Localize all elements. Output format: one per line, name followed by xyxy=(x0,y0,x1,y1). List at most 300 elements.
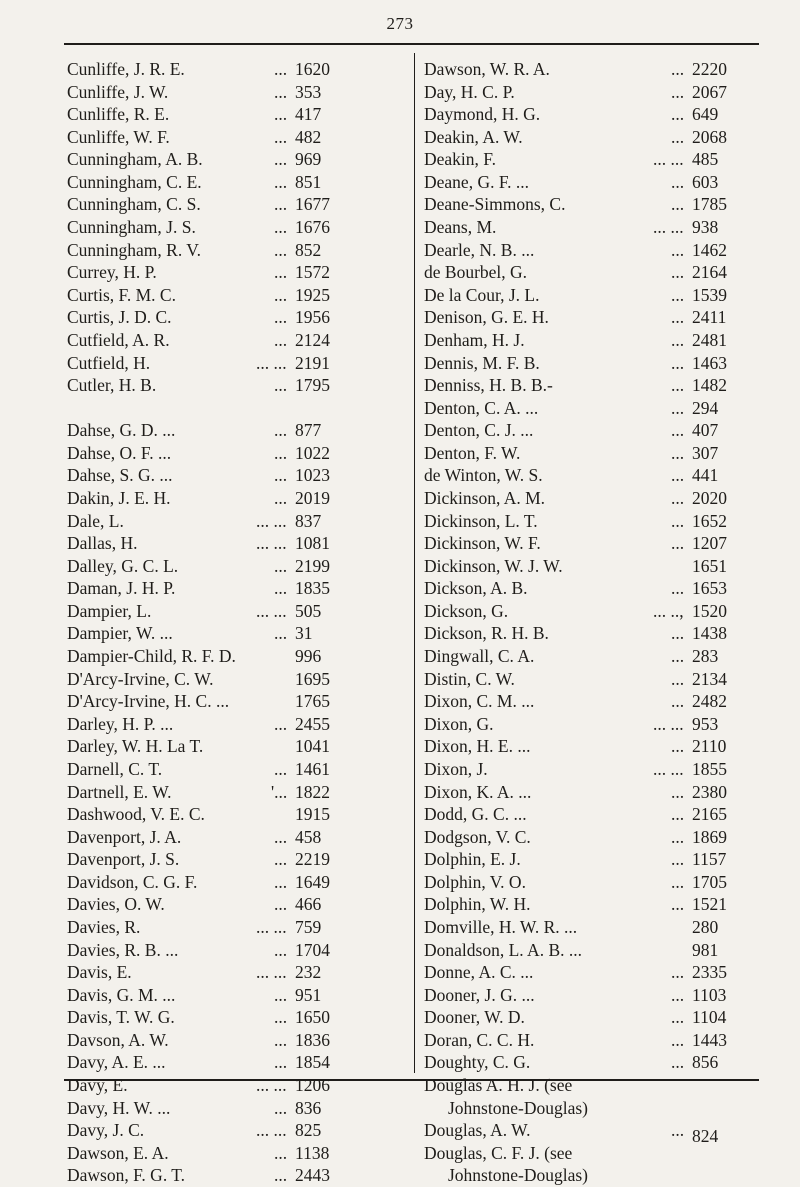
entry-leader-dots: ... xyxy=(671,81,685,102)
index-entry xyxy=(67,284,412,307)
index-entry xyxy=(424,848,762,871)
entry-name: Dawson, F. G. T. xyxy=(67,1165,186,1186)
entry-name: de Bourbel, G. xyxy=(424,262,528,283)
entry-name: Dallas, H. xyxy=(67,533,138,554)
entry-reference-number: 1041 xyxy=(295,736,330,757)
entry-reference-number: 2068 xyxy=(692,126,727,147)
entry-name: Dale, L. xyxy=(67,510,124,531)
entry-reference-number: 1650 xyxy=(295,1007,330,1028)
entry-reference-number: 1653 xyxy=(692,578,727,599)
entry-reference-number: 2110 xyxy=(692,736,727,757)
index-entry xyxy=(424,397,762,420)
index-entry xyxy=(67,464,412,487)
entry-name: Douglas, C. F. J. (see xyxy=(424,1142,573,1163)
index-entry xyxy=(67,893,412,916)
entry-name: D'Arcy-Irvine, H. C. ... xyxy=(67,691,230,712)
entry-name: Dooner, W. D. xyxy=(424,1007,525,1028)
entry-leader-dots: ... ... xyxy=(256,510,287,531)
entry-name: Donaldson, L. A. B. ... xyxy=(424,939,582,960)
entry-name: Donne, A. C. ... xyxy=(424,962,534,983)
index-entry xyxy=(424,126,762,149)
entry-leader-dots: ... xyxy=(274,487,288,508)
entry-name: Distin, C. W. xyxy=(424,668,515,689)
entry-name: Davies, R. B. ... xyxy=(67,939,179,960)
entry-reference-number: 2164 xyxy=(692,262,727,283)
entry-name: Denton, C. J. ... xyxy=(424,420,534,441)
entry-note: Johnstone-Douglas) xyxy=(448,1165,588,1186)
entry-leader-dots: ... xyxy=(274,1142,288,1163)
entry-leader-dots: ... xyxy=(274,871,288,892)
entry-name: Doran, C. C. H. xyxy=(424,1029,535,1050)
entry-name: Daymond, H. G. xyxy=(424,104,541,125)
index-entry xyxy=(424,261,762,284)
entry-reference-number: 2443 xyxy=(295,1165,330,1186)
index-entry xyxy=(424,826,762,849)
entry-reference-number: 856 xyxy=(692,1052,719,1073)
index-entry xyxy=(424,645,762,668)
entry-note: Johnstone-Douglas) xyxy=(448,1097,588,1118)
index-entry xyxy=(424,893,762,916)
entry-reference-number: 1103 xyxy=(692,984,727,1005)
entry-name: Dolphin, E. J. xyxy=(424,849,521,870)
entry-reference-number: 2019 xyxy=(295,487,330,508)
entry-reference-number: 2199 xyxy=(295,555,330,576)
index-entry xyxy=(67,713,412,736)
entry-reference-number: 441 xyxy=(692,465,719,486)
entry-leader-dots: ... xyxy=(274,1007,288,1028)
entry-reference-number: 1539 xyxy=(692,284,727,305)
entry-leader-dots: ... xyxy=(671,239,685,260)
index-entry xyxy=(67,171,412,194)
entry-reference-number: 1620 xyxy=(295,59,330,79)
index-entry xyxy=(424,622,762,645)
index-entry xyxy=(67,374,412,397)
entry-reference-number: 485 xyxy=(692,149,719,170)
entry-reference-number: 1520 xyxy=(692,600,727,621)
index-entry xyxy=(424,148,762,171)
entry-reference-number: 2134 xyxy=(692,668,727,689)
index-entry xyxy=(67,419,412,442)
entry-name: Dawson, W. R. A. xyxy=(424,59,550,79)
index-entry xyxy=(424,713,762,736)
index-entry xyxy=(67,600,412,623)
entry-leader-dots: ... ... xyxy=(653,149,684,170)
entry-name: Cunningham, A. B. xyxy=(67,149,203,170)
entry-name: Davy, A. E. ... xyxy=(67,1052,166,1073)
entry-leader-dots: ... xyxy=(671,533,685,554)
entry-reference-number: 1443 xyxy=(692,1029,727,1050)
entry-reference-number: 2067 xyxy=(692,81,727,102)
entry-reference-number: 2455 xyxy=(295,713,330,734)
entry-reference-number: 283 xyxy=(692,646,719,667)
entry-leader-dots: ... ... xyxy=(256,916,287,937)
entry-reference-number: 2335 xyxy=(692,962,727,983)
entry-leader-dots: ... xyxy=(274,194,288,215)
index-entry xyxy=(67,126,412,149)
entry-reference-number: 1695 xyxy=(295,668,330,689)
entry-reference-number: 1869 xyxy=(692,826,727,847)
entry-leader-dots: ... xyxy=(274,894,288,915)
entry-leader-dots: ... xyxy=(274,465,288,486)
entry-leader-dots: ... xyxy=(671,465,685,486)
entry-reference-number: 1795 xyxy=(295,375,330,396)
entry-leader-dots: ... xyxy=(671,578,685,599)
entry-reference-number: 1705 xyxy=(692,871,727,892)
index-entry xyxy=(424,961,762,984)
entry-leader-dots: ... xyxy=(274,713,288,734)
index-entry xyxy=(67,510,412,533)
entry-leader-dots: ... xyxy=(671,623,685,644)
entry-name: D'Arcy-Irvine, C. W. xyxy=(67,668,214,689)
entry-leader-dots: ... xyxy=(671,442,685,463)
entry-leader-dots: '... xyxy=(271,781,288,802)
entry-leader-dots: ... xyxy=(274,81,288,102)
entry-leader-dots: ... xyxy=(274,284,288,305)
entry-leader-dots: ... ... xyxy=(256,600,287,621)
entry-name: Dodgson, V. C. xyxy=(424,826,531,847)
entry-name: Deakin, A. W. xyxy=(424,126,523,147)
entry-leader-dots: ... xyxy=(274,939,288,960)
entry-reference-number: 280 xyxy=(692,916,719,937)
entry-leader-dots: ... xyxy=(671,1052,685,1073)
entry-leader-dots: ... xyxy=(671,1007,685,1028)
entry-leader-dots: ... xyxy=(671,397,685,418)
entry-reference-number: 1925 xyxy=(295,284,330,305)
index-entry xyxy=(67,216,412,239)
entry-reference-number: 1206 xyxy=(295,1075,330,1096)
entry-leader-dots: ... xyxy=(671,487,685,508)
index-entry xyxy=(424,871,762,894)
index-entry xyxy=(67,555,412,578)
index-entry xyxy=(424,239,762,262)
index-entry xyxy=(67,803,412,826)
entry-reference-number: 2481 xyxy=(692,329,727,350)
index-entry xyxy=(67,329,412,352)
index-entry xyxy=(67,1142,412,1165)
entry-name: Deane-Simmons, C. xyxy=(424,194,566,215)
entry-name: Douglas, A. W. xyxy=(424,1120,531,1141)
entry-reference-number: 1915 xyxy=(295,804,330,825)
index-entry xyxy=(424,58,762,81)
entry-reference-number: 1572 xyxy=(295,262,330,283)
entry-name: Dickinson, W. F. xyxy=(424,533,541,554)
entry-leader-dots: ... xyxy=(274,59,288,79)
entry-reference-number: 1765 xyxy=(295,691,330,712)
entry-name: Davy, H. W. ... xyxy=(67,1097,171,1118)
entry-reference-number: 1854 xyxy=(295,1052,330,1073)
entry-reference-number: 1023 xyxy=(295,465,330,486)
index-entry xyxy=(67,577,412,600)
entry-name: Dahse, O. F. ... xyxy=(67,442,172,463)
entry-reference-number: 825 xyxy=(295,1120,322,1141)
index-entry xyxy=(67,939,412,962)
index-entry xyxy=(67,397,412,420)
entry-leader-dots: ... xyxy=(671,352,685,373)
entry-reference-number: 649 xyxy=(692,104,719,125)
index-entry xyxy=(424,1029,762,1052)
entry-name: Cutfield, A. R. xyxy=(67,329,170,350)
entry-name: Dampier-Child, R. F. D. xyxy=(67,646,236,667)
entry-reference-number: 836 xyxy=(295,1097,322,1118)
index-entry xyxy=(424,103,762,126)
entry-name: Doughty, C. G. xyxy=(424,1052,531,1073)
entry-name: Darley, W. H. La T. xyxy=(67,736,204,757)
entry-leader-dots: ... xyxy=(274,984,288,1005)
entry-name: Dashwood, V. E. C. xyxy=(67,804,205,825)
index-entry xyxy=(424,1119,762,1147)
entry-leader-dots: ... xyxy=(671,871,685,892)
entry-leader-dots: ... xyxy=(274,104,288,125)
entry-leader-dots: ... xyxy=(274,578,288,599)
index-entry xyxy=(424,81,762,104)
index-entry xyxy=(67,306,412,329)
index-entry xyxy=(67,826,412,849)
entry-leader-dots: ... ... xyxy=(256,533,287,554)
entry-name: Dakin, J. E. H. xyxy=(67,487,171,508)
entry-name: Cunliffe, W. F. xyxy=(67,126,170,147)
entry-leader-dots: ... xyxy=(671,736,685,757)
entry-reference-number: 1677 xyxy=(295,194,330,215)
entry-reference-number: 1956 xyxy=(295,307,330,328)
entry-reference-number: 759 xyxy=(295,916,322,937)
entry-reference-number: 1482 xyxy=(692,375,727,396)
entry-reference-number: 1521 xyxy=(692,894,727,915)
entry-reference-number: 2020 xyxy=(692,487,727,508)
index-entry xyxy=(67,261,412,284)
entry-leader-dots: ... xyxy=(671,307,685,328)
entry-reference-number: 2165 xyxy=(692,804,727,825)
index-entry xyxy=(424,690,762,713)
index-entry xyxy=(424,984,762,1007)
entry-name: Davy, J. C. xyxy=(67,1120,145,1141)
entry-name: Dixon, K. A. ... xyxy=(424,781,532,802)
index-entry xyxy=(424,781,762,804)
entry-reference-number: 837 xyxy=(295,510,322,531)
entry-name: Douglas A. H. J. (see xyxy=(424,1075,573,1096)
entry-leader-dots: ... xyxy=(274,758,288,779)
entry-leader-dots: ... xyxy=(671,668,685,689)
entry-leader-dots: ... xyxy=(274,420,288,441)
index-entry xyxy=(424,600,762,623)
entry-leader-dots: ... xyxy=(671,194,685,215)
entry-name: Dickson, A. B. xyxy=(424,578,528,599)
index-entry xyxy=(67,81,412,104)
column-divider xyxy=(414,53,415,1073)
index-entry xyxy=(424,735,762,758)
index-entry xyxy=(424,374,762,397)
entry-name: Dalley, G. C. L. xyxy=(67,555,179,576)
entry-reference-number: 951 xyxy=(295,984,322,1005)
entry-name: Davson, A. W. xyxy=(67,1029,169,1050)
entry-name: Darnell, C. T. xyxy=(67,758,163,779)
entry-name: Dolphin, V. O. xyxy=(424,871,526,892)
entry-reference-number: 31 xyxy=(295,623,313,644)
entry-name: Dixon, J. xyxy=(424,758,488,779)
entry-reference-number: 2220 xyxy=(692,59,727,79)
index-entry xyxy=(424,1142,762,1165)
entry-name: Davidson, C. G. F. xyxy=(67,871,198,892)
index-entry xyxy=(424,758,762,781)
entry-name: Davenport, J. A. xyxy=(67,826,182,847)
entry-leader-dots: ... xyxy=(274,849,288,870)
entry-name: Dahse, S. G. ... xyxy=(67,465,173,486)
entry-leader-dots: ... xyxy=(274,1029,288,1050)
index-column-right xyxy=(424,58,762,1187)
index-entry xyxy=(424,464,762,487)
index-entry xyxy=(67,622,412,645)
entry-leader-dots: ... ... xyxy=(256,962,287,983)
index-entry xyxy=(67,1029,412,1052)
entry-name: Dampier, L. xyxy=(67,600,152,621)
entry-leader-dots: ... xyxy=(274,1165,288,1186)
entry-reference-number: 458 xyxy=(295,826,322,847)
entry-leader-dots: ... xyxy=(274,262,288,283)
entry-name: Curtis, J. D. C. xyxy=(67,307,172,328)
entry-name: Davis, G. M. ... xyxy=(67,984,176,1005)
entry-name: Davenport, J. S. xyxy=(67,849,180,870)
index-entry xyxy=(424,1164,762,1187)
entry-leader-dots: ... xyxy=(671,984,685,1005)
entry-name: Denison, G. E. H. xyxy=(424,307,549,328)
index-entry xyxy=(67,103,412,126)
entry-reference-number: 953 xyxy=(692,713,719,734)
entry-leader-dots: ... xyxy=(274,171,288,192)
entry-name: Dixon, C. M. ... xyxy=(424,691,535,712)
entry-name: Cunliffe, J. R. E. xyxy=(67,59,185,79)
entry-name: Domville, H. W. R. ... xyxy=(424,916,578,937)
entry-reference-number: 1835 xyxy=(295,578,330,599)
entry-name: de Winton, W. S. xyxy=(424,465,543,486)
index-entry xyxy=(424,352,762,375)
entry-leader-dots: ... xyxy=(671,1120,685,1141)
entry-reference-number: 1438 xyxy=(692,623,727,644)
index-entry xyxy=(424,306,762,329)
entry-reference-number: 1836 xyxy=(295,1029,330,1050)
entry-reference-number: 1652 xyxy=(692,510,727,531)
entry-leader-dots: ... xyxy=(671,781,685,802)
entry-name: Cunningham, C. E. xyxy=(67,171,202,192)
entry-name: Dampier, W. ... xyxy=(67,623,173,644)
entry-leader-dots: ... xyxy=(274,1052,288,1073)
entry-name: Cunliffe, J. W. xyxy=(67,81,169,102)
entry-reference-number: 294 xyxy=(692,397,719,418)
entry-name: Dickinson, L. T. xyxy=(424,510,538,531)
entry-reference-number: 2411 xyxy=(692,307,727,328)
entry-reference-number: 232 xyxy=(295,962,322,983)
index-entry xyxy=(67,668,412,691)
entry-reference-number: 1704 xyxy=(295,939,330,960)
index-entry xyxy=(67,758,412,781)
index-entry xyxy=(67,1164,412,1187)
entry-reference-number: 852 xyxy=(295,239,322,260)
entry-reference-number: 1676 xyxy=(295,217,330,238)
index-entry xyxy=(67,1074,412,1097)
index-entry xyxy=(424,803,762,826)
entry-reference-number: 482 xyxy=(295,126,322,147)
entry-reference-number: 353 xyxy=(295,81,322,102)
entry-leader-dots: ... xyxy=(671,1029,685,1050)
index-entry xyxy=(67,781,412,804)
entry-reference-number: 407 xyxy=(692,420,719,441)
entry-leader-dots: ... xyxy=(274,217,288,238)
entry-name: Dickinson, W. J. W. xyxy=(424,555,563,576)
entry-reference-number: 1022 xyxy=(295,442,330,463)
index-entry xyxy=(424,171,762,194)
entry-reference-number: 877 xyxy=(295,420,322,441)
entry-reference-number: 1081 xyxy=(295,533,330,554)
entry-name: De la Cour, J. L. xyxy=(424,284,540,305)
entry-leader-dots: ... ... xyxy=(653,217,684,238)
entry-leader-dots: ... xyxy=(274,623,288,644)
top-rule xyxy=(64,43,759,45)
entry-leader-dots: ... xyxy=(671,646,685,667)
entry-name: Currey, H. P. xyxy=(67,262,157,283)
entry-name: Davies, R. xyxy=(67,916,141,937)
entry-name: Dickinson, A. M. xyxy=(424,487,546,508)
index-entry xyxy=(424,216,762,239)
entry-name: Denham, H. J. xyxy=(424,329,525,350)
entry-reference-number: 1104 xyxy=(692,1007,727,1028)
entry-reference-number: 2219 xyxy=(295,849,330,870)
entry-reference-number: 2482 xyxy=(692,691,727,712)
entry-name: Deane, G. F. ... xyxy=(424,171,530,192)
entry-name: Deans, M. xyxy=(424,217,497,238)
entry-reference-number: 969 xyxy=(295,149,322,170)
entry-name: Dawson, E. A. xyxy=(67,1142,169,1163)
index-entry xyxy=(424,532,762,555)
index-entry xyxy=(424,1074,762,1097)
entry-leader-dots: ... xyxy=(671,59,685,79)
entry-leader-dots: ... xyxy=(671,510,685,531)
index-column-left xyxy=(67,58,412,1187)
entry-reference-number: 1822 xyxy=(295,781,330,802)
entry-leader-dots: ... ... xyxy=(653,758,684,779)
entry-reference-number: 1855 xyxy=(692,758,727,779)
entry-name: Dickson, R. H. B. xyxy=(424,623,549,644)
entry-name: Deakin, F. xyxy=(424,149,496,170)
entry-name: Dixon, H. E. ... xyxy=(424,736,531,757)
entry-name: Denniss, H. B. B.- xyxy=(424,375,553,396)
entry-leader-dots: ... ... xyxy=(256,1120,287,1141)
index-entry xyxy=(424,916,762,939)
entry-name: Cunningham, J. S. xyxy=(67,217,196,238)
index-entry xyxy=(424,1006,762,1029)
index-entry xyxy=(67,352,412,375)
index-entry xyxy=(67,442,412,465)
index-entry xyxy=(424,668,762,691)
entry-leader-dots: ... ... xyxy=(256,1075,287,1096)
entry-name: Denton, C. A. ... xyxy=(424,397,539,418)
entry-name: Dennis, M. F. B. xyxy=(424,352,540,373)
entry-leader-dots: ... ... xyxy=(256,352,287,373)
entry-reference-number: 851 xyxy=(295,171,322,192)
index-entry xyxy=(67,848,412,871)
entry-leader-dots: ... xyxy=(274,307,288,328)
index-entry xyxy=(424,419,762,442)
entry-leader-dots: ... xyxy=(274,555,288,576)
entry-leader-dots: ... xyxy=(671,126,685,147)
entry-reference-number: 1157 xyxy=(692,849,727,870)
index-entry xyxy=(424,442,762,465)
entry-leader-dots: ... xyxy=(671,329,685,350)
entry-reference-number: 603 xyxy=(692,171,719,192)
entry-reference-number: 1785 xyxy=(692,194,727,215)
entry-name: Davis, E. xyxy=(67,962,132,983)
index-entry xyxy=(424,284,762,307)
entry-leader-dots: ... xyxy=(671,691,685,712)
entry-leader-dots: ... xyxy=(274,826,288,847)
entry-leader-dots: ... ... xyxy=(653,713,684,734)
